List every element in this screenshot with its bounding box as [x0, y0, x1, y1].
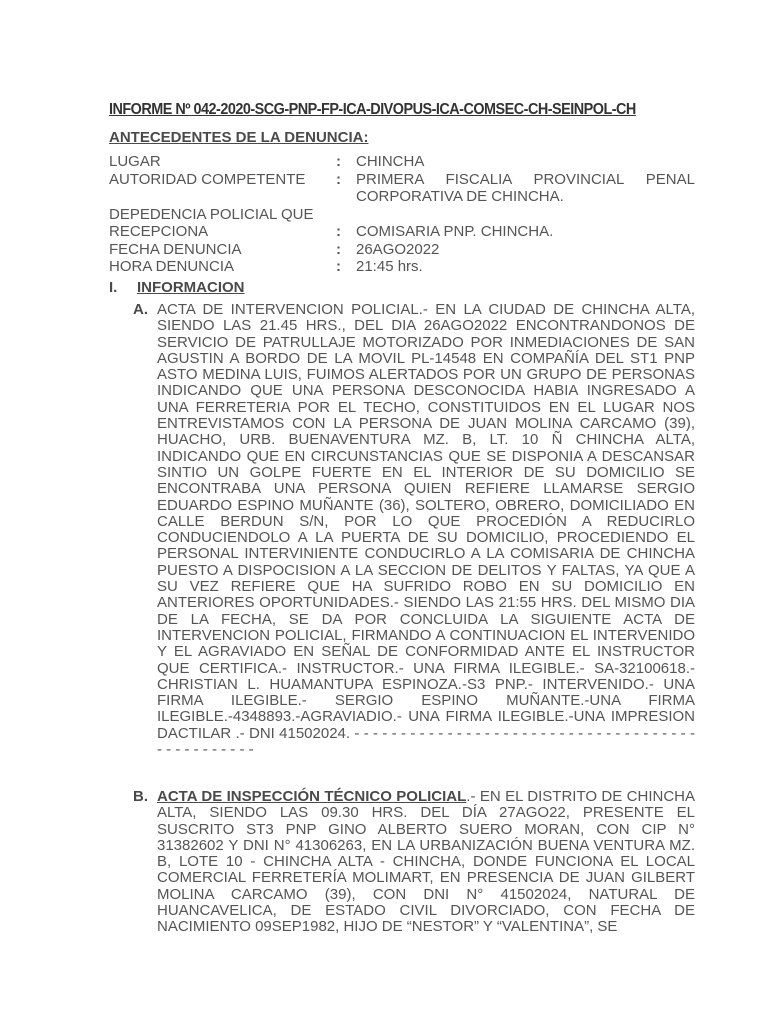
informacion-heading [109, 279, 245, 296]
field-value: CHINCHA [356, 153, 425, 170]
informacion-item-a [133, 302, 695, 758]
item-letter: B. [133, 788, 148, 805]
field-label: HORA DENUNCIA [109, 258, 235, 275]
antecedentes-fields [109, 153, 695, 276]
item-letter: A. [133, 301, 148, 318]
field-dependencia-policial [109, 206, 695, 241]
item-lead: ACTA DE INSPECCIÓN TÉCNICO POLICIAL [157, 788, 467, 805]
field-fecha-denuncia [109, 241, 695, 259]
section-title: INFORMACION [137, 279, 245, 296]
field-colon: : [336, 223, 341, 240]
section-heading-antecedentes: ANTECEDENTES DE LA DENUNCIA: [109, 129, 369, 146]
section-number: I. [109, 279, 118, 296]
field-label: FECHA DENUNCIA [109, 240, 242, 258]
item-text: .- EN EL DISTRITO DE CHINCHA ALTA, SIENDO LAS 09.30 HRS. DEL DÍA 27AGO22, PRESENTE EL SUSCRITO ST3 PNP GINO ALBERTO SUERO MORAN, CON CIP N° 31382602 Y DNI N° 41306263, EN LA URBANIZACIÓN BUENA VENTURA MZ. B, LOTE 10 - CHINCHA ALTA - CHINCHA, DONDE FUNCIONA EL LOCAL COMERCIAL FERRETERÍA MOLIMART, EN PRESENCIA DE JUAN GILBERT MOLINA CARCAMO (39), CON DNI N° 41502024, NATURAL DE HUANCAVELICA, DE ESTADO CIVIL DIVORCIADO, CON FECHA DE NACIMIENTO 09SEP1982, HIJO DE “NESTOR” Y “VALENTINA”, SE [157, 788, 696, 936]
field-colon: : [336, 258, 341, 275]
field-label: AUTORIDAD COMPETENTE [109, 170, 306, 188]
field-hora-denuncia [109, 258, 695, 276]
item-body [157, 302, 695, 758]
field-autoridad-competente [109, 171, 695, 206]
field-value: COMISARIA PNP. CHINCHA. [356, 223, 554, 240]
item-text: ACTA DE INTERVENCION POLICIAL.- EN LA CIUDAD DE CHINCHA ALTA, SIENDO LAS 21.45 HRS., DEL DIA 26AGO2022 ENCONTRANDONOS DE SERVICIO DE PATRULLAJE MOTORIZADO POR INMEDIACIONES DE SAN AGUSTIN A BORDO DE LA MOVIL PL-14548 EN COMPAÑÍA DEL ST1 PNP ASTO MEDINA LUIS, FUIMOS ALERTADOS POR UN GRUPO DE PERSONAS INDICANDO QUE UNA PERSONA DESCONOCIDA HABIA INGRESADO A UNA FERRETERIA POR EL TECHO, CONSTITUIDOS EN EL LUGAR NOS ENTREVISTAMOS CON LA PERSONA DE JUAN MOLINA CARCAMO (39), HUACHO, URB. BUENAVENTURA MZ. B, LT. 10 Ñ CHINCHA ALTA, INDICANDO QUE EN CIRCUNSTANCIAS QUE SE DISPONIA A DESCANSAR SINTIO UN GOLPE FUERTE EN EL INTERIOR DE SU DOMICILIO SE ENCONTRABA UNA PERSONA QUIEN REFIERE LLAMARSE SERGIO EDUARDO ESPINO MUÑANTE (36), SOLTERO, OBRERO, DOMICILIADO EN CALLE BERDUN S/N, POR LO QUE PROCEDIÓN A REDUCIRLO CONDUCIENDOLO A LA PUERTA DE SU DOMICILIO, PROCEDIENDO EL PERSONAL INTERVINIENTE CONDUCIRLO A LA COMISARIA DE CHINCHA PUESTO A DISPOCISION A LA SECCION DE DELITOS Y FALTAS, YA QUE A SU VEZ REFIERE QUE HA SUFRIDO ROBO EN SU DOMICILIO EN ANTERIORES OPORTUNIDADES.- SIENDO LAS 21:55 HRS. DEL MISMO DIA DE LA FECHA, SE DA POR CONCLUIDA LA SIGUIENTE ACTA DE INTERVENCION POLICIAL, FIRMANDO A CONTINUACION EL INTERVENIDO Y EL AGRAVIADO EN SEÑAL DE CONFORMIDAD ANTE EL INSTRUCTOR QUE CERTIFICA.- INSTRUCTOR.- UNA FIRMA ILEGIBLE.- SA-32100618.- CHRISTIAN L. HUAMANTUPA ESPINOZA.-S3 PNP.- INTERVENIDO.- UNA FIRMA ILEGIBLE.- SERGIO ESPINO MUÑANTE.-UNA FIRMA ILEGIBLE.-4348893.-AGRAVIADIO.- UNA FIRMA ILEGIBLE.-UNA IMPRESION DACTILAR .- DNI 41502024. - - - - - - - - - - - - - - - - - - - - - - - - - - - - - - - - - - - - - - - - - - - - - - - - [157, 301, 695, 759]
field-lugar [109, 153, 695, 171]
field-colon: : [336, 170, 341, 188]
field-colon: : [336, 240, 341, 258]
field-label: LUGAR [109, 153, 161, 170]
field-value: 26AGO2022 [356, 240, 440, 258]
informacion-item-b [133, 789, 695, 936]
field-colon: : [336, 153, 341, 170]
report-title: INFORME Nº 042-2020-SCG-PNP-FP-ICA-DIVOPUS-ICA-COMSEC-CH-SEINPOL-CH [109, 101, 636, 118]
field-label: DEPEDENCIA POLICIAL QUE RECEPCIONA [109, 205, 314, 240]
item-body [157, 789, 695, 936]
field-value: PRIMERA FISCALIA PROVINCIAL PENAL CORPORATIVA DE CHINCHA. [356, 170, 695, 205]
field-value: 21:45 hrs. [356, 258, 423, 275]
